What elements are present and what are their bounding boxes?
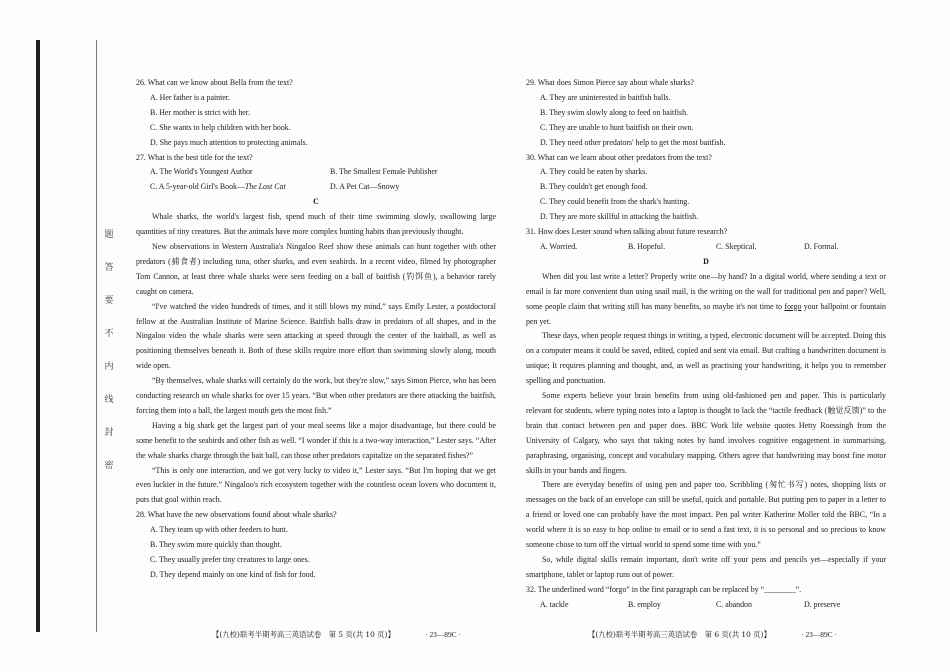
seal-line-text <box>102 230 116 494</box>
question-stem: 31. How does Lester sound when talking about future research? <box>526 227 728 237</box>
seal-char: 封 <box>104 428 114 438</box>
question-26 <box>136 76 496 151</box>
question-stem: 27. What is the best title for the text? <box>136 152 253 162</box>
option: D. They need other predators' help to get the most baitfish. <box>540 137 726 147</box>
option: D. Formal. <box>804 241 839 251</box>
page-5-column <box>136 76 496 583</box>
option: A. They could be eaten by sharks. <box>540 167 648 177</box>
passage-paragraph: “This is only one interaction, and we got very lucky to video it,” Lester says. “But I'm hoping that we get even luckier in the future.” Ningaloo's rich ecosystem together with the countless ocean lovers who document it, puts that goal within reach. <box>136 465 496 505</box>
question-stem: 28. What have the new observations found about whale sharks? <box>136 510 337 520</box>
footer-code: · 23—89C · <box>425 630 461 639</box>
section-heading-d: D <box>703 256 709 266</box>
footer-title: 【(九校)联考半期考高三英语试卷 第 5 页(共 10 页)】 <box>212 630 392 639</box>
option: C. Skeptical. <box>716 241 757 251</box>
option: C. They usually prefer tiny creatures to large ones. <box>150 555 310 564</box>
passage-paragraph: New observations in Western Australia's Ningaloo Reef show these animals can hunt together with other predators (捕食者) including tuna, other sharks, and even seabirds. In a recent video, filmed by photographer Tom Cannon, at least three whale sharks were seen feeding on a ball of baitfish (钓饵鱼), a behavior rarely caught on camera. <box>136 241 496 296</box>
option: B. They swim more quickly than thought. <box>150 540 282 550</box>
question-32 <box>526 583 886 613</box>
footer-code: · 23—89C · <box>801 630 837 639</box>
underlined-word: forgo <box>784 301 802 311</box>
seal-char: 不 <box>104 329 114 339</box>
option: A. Worried. <box>540 241 578 251</box>
passage-paragraph: “By themselves, whale sharks will certainly do the work, but they're slow,” says Simon Pierce, who has been conducting research on whale sharks for over 15 years. “But when other predators are there attacking the baitfish, forcing them into a ball, the largest mouth gets the most fish.” <box>136 376 496 415</box>
option-row <box>526 598 886 613</box>
question-30 <box>526 151 886 226</box>
option-row <box>136 180 496 195</box>
option: B. They swim slowly along to feed on baitfish. <box>540 107 689 117</box>
seal-char: 答 <box>104 263 114 273</box>
passage-paragraph <box>526 270 886 330</box>
option: A. They are uninterested in baitfish balls. <box>540 92 671 102</box>
book-title: The Lost Cat <box>244 182 286 192</box>
option: B. employ <box>628 599 661 609</box>
option: A. Her father is a painter. <box>150 92 230 102</box>
question-31 <box>526 225 886 255</box>
option: A. The World's Youngest Author <box>150 167 253 177</box>
seal-char: 线 <box>104 395 114 405</box>
page-5-footer <box>212 629 461 640</box>
question-stem: 29. What does Simon Pierce say about whale sharks? <box>526 78 694 87</box>
binding-margin <box>0 0 120 672</box>
binding-bar <box>36 40 40 632</box>
passage-paragraph: Whale sharks, the world's largest fish, spend much of their time swimming slowly, swallowing large quantities of tiny creatures. But the animals have more complex hunting habits than previously thought. <box>136 212 496 237</box>
footer-title: 【(九校)联考半期考高三英语试卷 第 6 页(共 10 页)】 <box>588 630 768 639</box>
page-6-footer <box>588 629 837 640</box>
option: D. They are more skillful in attacking the baitfish. <box>540 212 699 222</box>
option: B. Her mother is strict with her. <box>150 107 250 117</box>
question-28 <box>136 508 496 583</box>
passage-paragraph: Having a big shark get the largest part of your meal seems like a major disadvantage, but there could be some benefit to the seabirds and other fish as well. “I wonder if this is a two-way interaction,” Lester says. “After the whale sharks charge through the bait ball, can those other predators capitalize on the separated fishes?” <box>136 420 496 460</box>
question-stem: 30. What can we learn about other predators from the text? <box>526 152 712 162</box>
option: D. They depend mainly on one kind of fish for food. <box>150 569 316 579</box>
option: D. A Pet Cat—Snowy <box>330 182 400 192</box>
option: C. She wants to help children with her book. <box>150 122 291 132</box>
question-stem: 32. The underlined word “forgo” in the first paragraph can be replaced by “________”. <box>526 584 802 594</box>
option-text: C. A 5-year-old Girl's Book— <box>150 182 245 192</box>
option: B. They couldn't get enough food. <box>540 182 648 192</box>
paragraph-text: your ballpoint or fountain pen yet. <box>526 301 886 326</box>
page-6-column <box>526 76 886 613</box>
option: C. They are unable to hunt baitfish on their own. <box>540 122 694 132</box>
question-27 <box>136 151 496 196</box>
seal-char: 内 <box>104 362 114 372</box>
option-row <box>136 165 496 180</box>
option: C. They could benefit from the shark's hunting. <box>540 197 690 207</box>
option: A. tackle <box>540 599 569 609</box>
option-row <box>526 240 886 255</box>
seal-char: 要 <box>104 296 114 306</box>
option <box>150 180 330 195</box>
question-29 <box>526 76 886 151</box>
option: A. They team up with other feeders to hunt. <box>150 525 288 535</box>
paragraph-text: When did you last write a letter? Properly write one—by hand? In a digital world, where sending a text or email is far more convenient than using snail mail, is the writing on the wall for traditional pen and paper? Well, some people claim that writing still has many benefits, so maybe it's not time to <box>526 271 886 311</box>
passage-paragraph: These days, when people request things in writing, a typed, electronic document will be accepted. Doing this on a computer means it could be saved, edited, copied and sent via email. But crafting a handwritten document is unique; It requires planning and thought, and, as well as practising your handwriting, it helps you to remember spelling and punctuation. <box>526 331 886 386</box>
passage-paragraph: So, while digital skills remain important, don't write off your pens and pencils yet—especially if your smartphone, tablet or laptop runs out of power. <box>526 555 886 579</box>
passage-paragraph: There are everyday benefits of using pen and paper too. Scribbling (匆忙书写) notes, shopping lists or messages on the back of an envelope can still be useful, quick and portable. But putting pen to paper in a letter to a friend or loved one can probably have the most impact. Pen pal writer Katherine Moller told the BBC, “In a world where it is so easy to hop online to email or to send a fast text, it is so personal and so precious to know someone chose to turn off the virtual world to spend some time with you.” <box>526 480 886 550</box>
question-stem: 26. What can we know about Bella from the text? <box>136 78 293 87</box>
binding-line <box>96 40 97 632</box>
seal-char: 题 <box>104 230 114 240</box>
option: B. Hopeful. <box>628 241 666 251</box>
passage-paragraph: Some experts believe your brain benefits from using old-fashioned pen and paper. This is particularly relevant for students, where typing notes into a laptop is thought to lack the “tactile feedback (触觉反馈)” to the brain that contact between pen and paper does. BBC Work life website quotes Hetty Roessingh from the University of Calgary, who says that taking notes by hand involves cognitive engagement in summarising, paraphrasing, organising, concept and vocabulary mapping. Others agree that handwriting may boost fine motor skills in your hands and fingers. <box>526 391 886 475</box>
section-heading-c: C <box>313 197 319 207</box>
option: D. preserve <box>804 599 841 609</box>
option: B. The Smallest Female Publisher <box>330 167 438 177</box>
passage-paragraph: “I've watched the video hundreds of times, and it still blows my mind,” says Emily Lester, a postdoctoral fellow at the Australian Institute of Marine Science. Baitfish balls draw in predators of all shapes, and in the Ningaloo video the whale sharks were seen attacking at speed through the center of the baitball, as well as positioning themselves beneath it. Both of these skills require more effort than swimming slowly along, mouth wide open. <box>136 301 496 371</box>
option: D. She pays much attention to protecting animals. <box>150 137 308 147</box>
option: C. abandon <box>716 599 752 609</box>
seal-char: 密 <box>104 461 114 471</box>
